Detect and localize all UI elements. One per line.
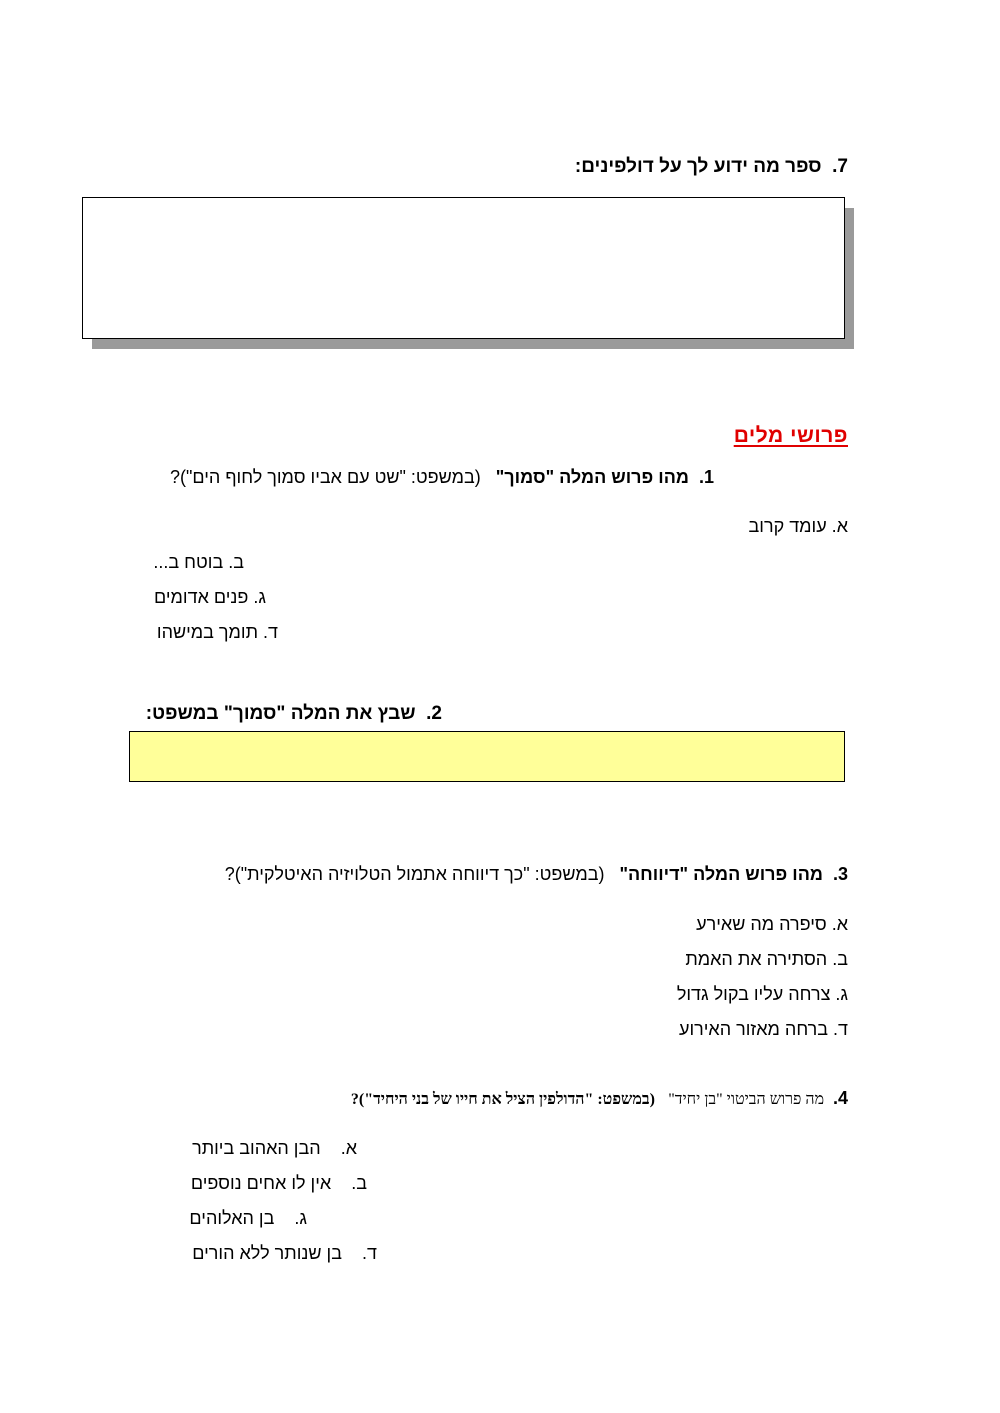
question-1-number: 1. — [698, 467, 714, 487]
question-4-option-a-letter: א. — [340, 1138, 357, 1158]
question-4-plain-text: מה פרוש הביטוי "בן יחיד" — [668, 1091, 825, 1108]
question-4-number: 4. — [832, 1088, 848, 1108]
question-4-option-d-text: בן שנותר ללא הורים — [192, 1243, 342, 1263]
question-4-title — [351, 1088, 848, 1109]
question-4-option-d[interactable] — [192, 1243, 377, 1264]
question-3-context: (במשפט: "כך דיווחה אתמול הטלויזיה האיטלקית")? — [224, 864, 605, 884]
question-4-bold-text: (במשפט: "הדולפין הציל את חייו של בני היחיד")? — [350, 1091, 655, 1108]
question-2-title — [146, 703, 442, 725]
question-1-title — [170, 467, 714, 488]
question-1-option-d[interactable]: ד. תומך במישהו — [156, 622, 278, 642]
question-1-context: (במשפט: "שט עם אביו סמוך לחוף הים")? — [170, 467, 481, 487]
question-4-option-c-letter: ג. — [294, 1208, 307, 1228]
question-2-number: 2. — [426, 703, 442, 724]
question-4-option-b-text: אין לו אחים נוספים — [190, 1173, 332, 1193]
question-3-option-a[interactable]: א. סיפרה מה שאירע — [696, 914, 848, 934]
section-title: פרושי מלים — [733, 424, 848, 447]
question-4-option-a[interactable] — [192, 1138, 357, 1159]
question-3-option-d[interactable]: ד. ברחה מאזור האירוע — [678, 1019, 848, 1039]
question-4-option-b-letter: ב. — [351, 1173, 367, 1193]
question-4-option-c-text: בן האלוהים — [189, 1208, 275, 1228]
question-7-text: ספר מה ידוע לך על דולפינים: — [574, 156, 822, 177]
answer-box-2[interactable] — [129, 731, 845, 782]
question-2-text: שבץ את המלה "סמוך" במשפט: — [145, 703, 416, 724]
question-4-option-c[interactable] — [189, 1208, 307, 1229]
question-7-title — [575, 156, 848, 178]
question-7-number: 7. — [832, 156, 848, 177]
question-3-option-b[interactable]: ב. הסתירה את האמת — [685, 949, 848, 969]
question-3-option-c[interactable]: ג. צרחה עליו בקול גדול — [676, 984, 848, 1004]
question-3-number: 3. — [832, 864, 848, 884]
question-3-bold-text: מהו פרוש המלה "דיווחה" — [619, 864, 823, 884]
question-3-title — [225, 864, 848, 885]
question-1-bold-text: מהו פרוש המלה "סמוך" — [495, 467, 689, 487]
question-1-option-c[interactable]: ג. פנים אדומים — [154, 587, 266, 607]
question-1-option-a[interactable]: א. עומד קרוב — [748, 516, 848, 536]
answer-box-7[interactable] — [82, 197, 845, 339]
question-4-option-a-text: הבן האהוב ביותר — [192, 1138, 321, 1158]
question-4-option-b[interactable] — [191, 1173, 367, 1194]
question-1-option-b[interactable]: ב. בוטח ב... — [153, 552, 244, 572]
question-4-option-d-letter: ד. — [362, 1243, 377, 1263]
